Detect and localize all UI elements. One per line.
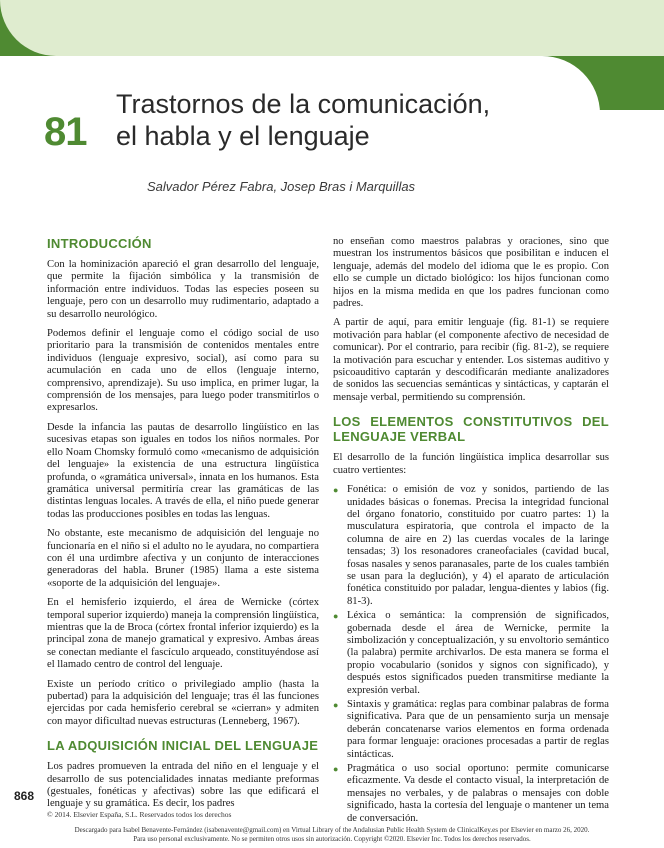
bullet-lexica: ● Léxica o semántica: la comprensión de significados, gobernada desde el área de Wernicke, permite la simbolización y conceptualización, y su envoltorio semántico (la palabra) permite archivarlos. De esta manera se forma el propio vocabulario (sonidos y signos con significado), y después estos significados pueden transmitirse mediante la expresión verbal. bbox=[333, 610, 609, 697]
bullet-list bbox=[333, 484, 609, 825]
heading-elementos: LOS ELEMENTOS CONSTITUTIVOS DEL LENGUAJE VERBAL bbox=[333, 414, 609, 445]
paragraph: Desde la infancia las pautas de desarrollo lingüístico en las sucesivas etapas son iguales en todos los niños normales. Por ello Noam Chomsky formuló como «mecanismo de adquisición del lenguaje» la existencia de una estructura lingüística profunda, o «gramática universal», innata en los humanos. Esta gramática universal permitiría crear las gramáticas de las distintas lenguas locales. A través de ella, el niño puede generar todas las producciones posibles en todas las lenguas. bbox=[47, 421, 319, 520]
bullet-sintaxis: ● Sintaxis y gramática: reglas para combinar palabras de forma significativa. Para que de un pensamiento surja un mensaje deberán concatenarse varios elementos en forma ordenada para formar lenguaje: oraciones procesadas a partir de reglas sintácticas. bbox=[333, 699, 609, 761]
left-column bbox=[47, 236, 319, 818]
paragraph: El desarrollo de la función lingüística implica desarrollar sus cuatro vertientes: bbox=[333, 452, 609, 476]
paragraph: Los padres promueven la entrada del niño en el lenguaje y el desarrollo de sus potencialidades innatas mediante preformas (gestuales, fonéticas y afectivas) sobre las que edificará el lenguaje y su gramática. Es decir, los padres bbox=[47, 761, 319, 810]
paragraph: No obstante, este mecanismo de adquisición del lenguaje no funcionaría en el niño si el adulto no le ayudara, no compartiera con él una urdimbre afectiva y un conjunto de interacciones generadoras del habla. Bruner (1985) llama a este sistema «soporte de la adquisición del lenguaje». bbox=[47, 528, 319, 589]
copyright: © 2014. Elsevier España, S.L. Reservados todos los derechos bbox=[47, 810, 232, 819]
authors: Salvador Pérez Fabra, Josep Bras i Marquillas bbox=[147, 179, 416, 194]
download-footer bbox=[20, 826, 644, 844]
chapter-number: 81 bbox=[44, 110, 87, 154]
paragraph: Existe un período crítico o privilegiado amplio (hasta la pubertad) para la adquisición del lenguaje; tras él las funciones ejercidas por cada hemisferio cerebral se «cierran» y admiten con mayor dificultad nuevas estructuras (Lenneberg, 1967). bbox=[47, 678, 319, 727]
heading-introduccion: INTRODUCCIÓN bbox=[47, 236, 152, 251]
heading-adquisicion: LA ADQUISICIÓN INICIAL DEL LENGUAJE bbox=[47, 738, 319, 754]
footer-line2: Para uso personal exclusivamente. No se permiten otros usos sin autorización. Copyright ©2020. Elsevier Inc. Todos los derechos reservados. bbox=[133, 835, 531, 843]
chapter-title-line1: Trastornos de la comunicación, bbox=[116, 89, 491, 119]
paragraph: En el hemisferio izquierdo, el área de Wernicke (córtex temporal superior izquierdo) maneja la comprensión lingüística, mientras que la de Broca (córtex frontal inferior izquierdo) es la principal zona de manejo gramatical y expresivo. Ambas áreas se conectan mediante el fascículo arqueado, constituyéndose así el llamado centro de control del lenguaje. bbox=[47, 597, 319, 671]
footer-line1: Descargado para Isabel Benavente-Fernández (isabenavente@gmail.com) en Virtual Library of the Andalusian Public Health System de ClinicalKey.es por Elsevier en marzo 26, 2020. bbox=[74, 826, 590, 834]
chapter-title-line2: el habla y el lenguaje bbox=[116, 121, 370, 151]
bullet-pragmatica: ● Pragmática o uso social oportuno: permite comunicarse eficazmente. Va desde el contacto visual, la interpretación de mensajes no verbales, y de palabras o mensajes con doble significado, hasta la cortesía del lenguaje o mantener un tema de conversación. bbox=[333, 763, 609, 825]
page-number: 868 bbox=[14, 789, 35, 803]
bullet-fonetica: ● Fonética: o emisión de voz y sonidos, partiendo de las unidades básicas o fonemas. Precisa la integridad funcional del órgano fonatorio, constituido por cuatro partes: 1) la musculatura espiratoria, que controla el impacto de la columna de aire en 2) las cuerdas vocales de la laringe tensadas; 3) los resonadores craneofaciales (cavidad bucal, fosas nasales y senos paranasales, parte de los cuales también se usan para la deglución), y 4) el aparato de articulación fonética constituido por paladar, lengua-dientes y labios (fig. 81-3). bbox=[333, 484, 609, 608]
chapter-title bbox=[116, 88, 490, 152]
paragraph: no enseñan como maestros palabras y oraciones, sino que muestran los instrumentos básicos que posibilitan e inducen el lenguaje, además del modelo del idioma que le es propio. Con ello se cumple un dictado biológico: los hijos funcionan como hijos en la misma medida en que los padres funcionan como padres. bbox=[333, 236, 609, 310]
right-column bbox=[333, 236, 609, 827]
paragraph: Con la hominización apareció el gran desarrollo del lenguaje, que permite la fijación simbólica y la transmisión de información entre individuos. Todas las especies poseen su lenguaje, pero con un desarrollo muy rudimentario, adaptado a su desarrollo neurológico. bbox=[47, 259, 319, 320]
paragraph: A partir de aquí, para emitir lenguaje (fig. 81-1) se requiere motivación para hablar (el componente afectivo de necesidad de comunicar). Por el contrario, para recibir (fig. 81-2), se requiere la motivación para escuchar y entender. Los sistemas auditivo y psicoauditivo captarán y descodificarán mediante analizadores de sonidos las secuencias semánticas y sintácticas, y captarán el mensaje verbal, permitiendo su comprensión. bbox=[333, 317, 609, 403]
header-pale-band bbox=[0, 0, 664, 56]
paragraph: Podemos definir el lenguaje como el código social de uso prioritario para la transmisión de contenidos mentales entre individuos (lenguaje expresivo, social), así como para su acumulación en cada uno de ellos (lenguaje interno, comprensivo, aprendizaje). Su uso implica, en primer lugar, la comprensión de los mensajes, para luego poder transmitirlos o expresarlos. bbox=[47, 328, 319, 414]
